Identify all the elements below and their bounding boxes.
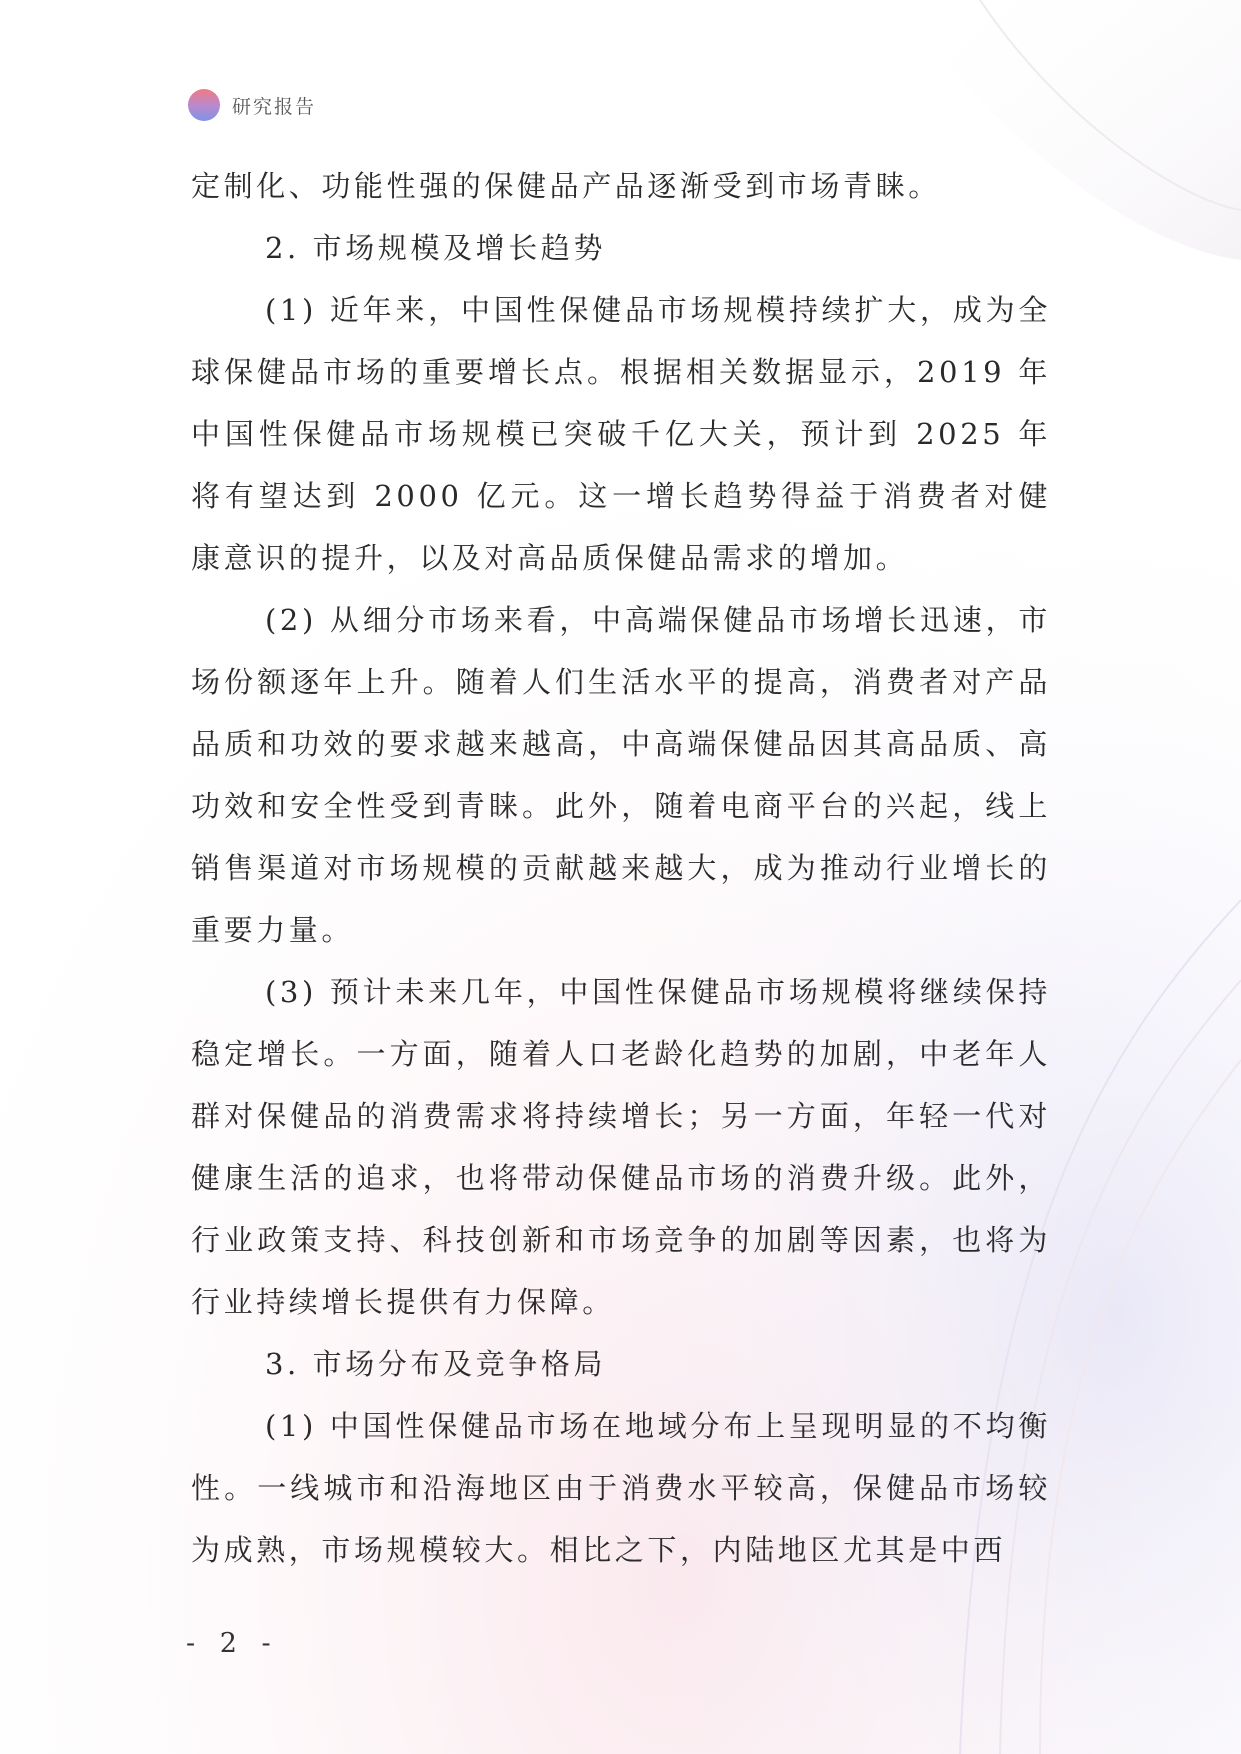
section-2-heading: 2. 市场规模及增长趋势 <box>265 231 607 265</box>
section-3-heading: 3. 市场分布及竞争格局 <box>265 1347 607 1381</box>
logo-circle-icon <box>188 89 220 121</box>
document-body <box>191 155 1051 1581</box>
page-number: - 2 - <box>186 1628 279 1659</box>
section-2-paragraph-2: (2) 从细分市场来看，中高端保健品市场增长迅速，市场份额逐年上升。随着人们生活水平的提高，消费者对产品品质和功效的要求越来越高，中高端保健品因其高品质、高功效和安全性受到青睐。此外，随着电商平台的兴起，线上销售渠道对市场规模的贡献越来越大，成为推动行业增长的重要力量。 <box>191 603 1051 947</box>
report-header <box>188 88 316 122</box>
section-2-paragraph-1: (1) 近年来，中国性保健品市场规模持续扩大，成为全球保健品市场的重要增长点。根据相关数据显示，2019 年中国性保健品市场规模已突破千亿大关，预计到 2025 年将有望达到 2000 亿元。这一增长趋势得益于消费者对健康意识的提升，以及对高品质保健品需求的增加。 <box>191 293 1051 575</box>
continuation-paragraph: 定制化、功能性强的保健品产品逐渐受到市场青睐。 <box>191 169 941 203</box>
section-2-paragraph-3: (3) 预计未来几年，中国性保健品市场规模将继续保持稳定增长。一方面，随着人口老龄化趋势的加剧，中老年人群对保健品的消费需求将持续增长；另一方面，年轻一代对健康生活的追求，也将带动保健品市场的消费升级。此外，行业政策支持、科技创新和市场竞争的加剧等因素，也将为行业持续增长提供有力保障。 <box>191 975 1051 1319</box>
section-3-paragraph-1: (1) 中国性保健品市场在地域分布上呈现明显的不均衡性。一线城市和沿海地区由于消费水平较高，保健品市场较为成熟，市场规模较大。相比之下，内陆地区尤其是中西 <box>191 1409 1051 1567</box>
header-title: 研究报告 <box>232 95 317 118</box>
